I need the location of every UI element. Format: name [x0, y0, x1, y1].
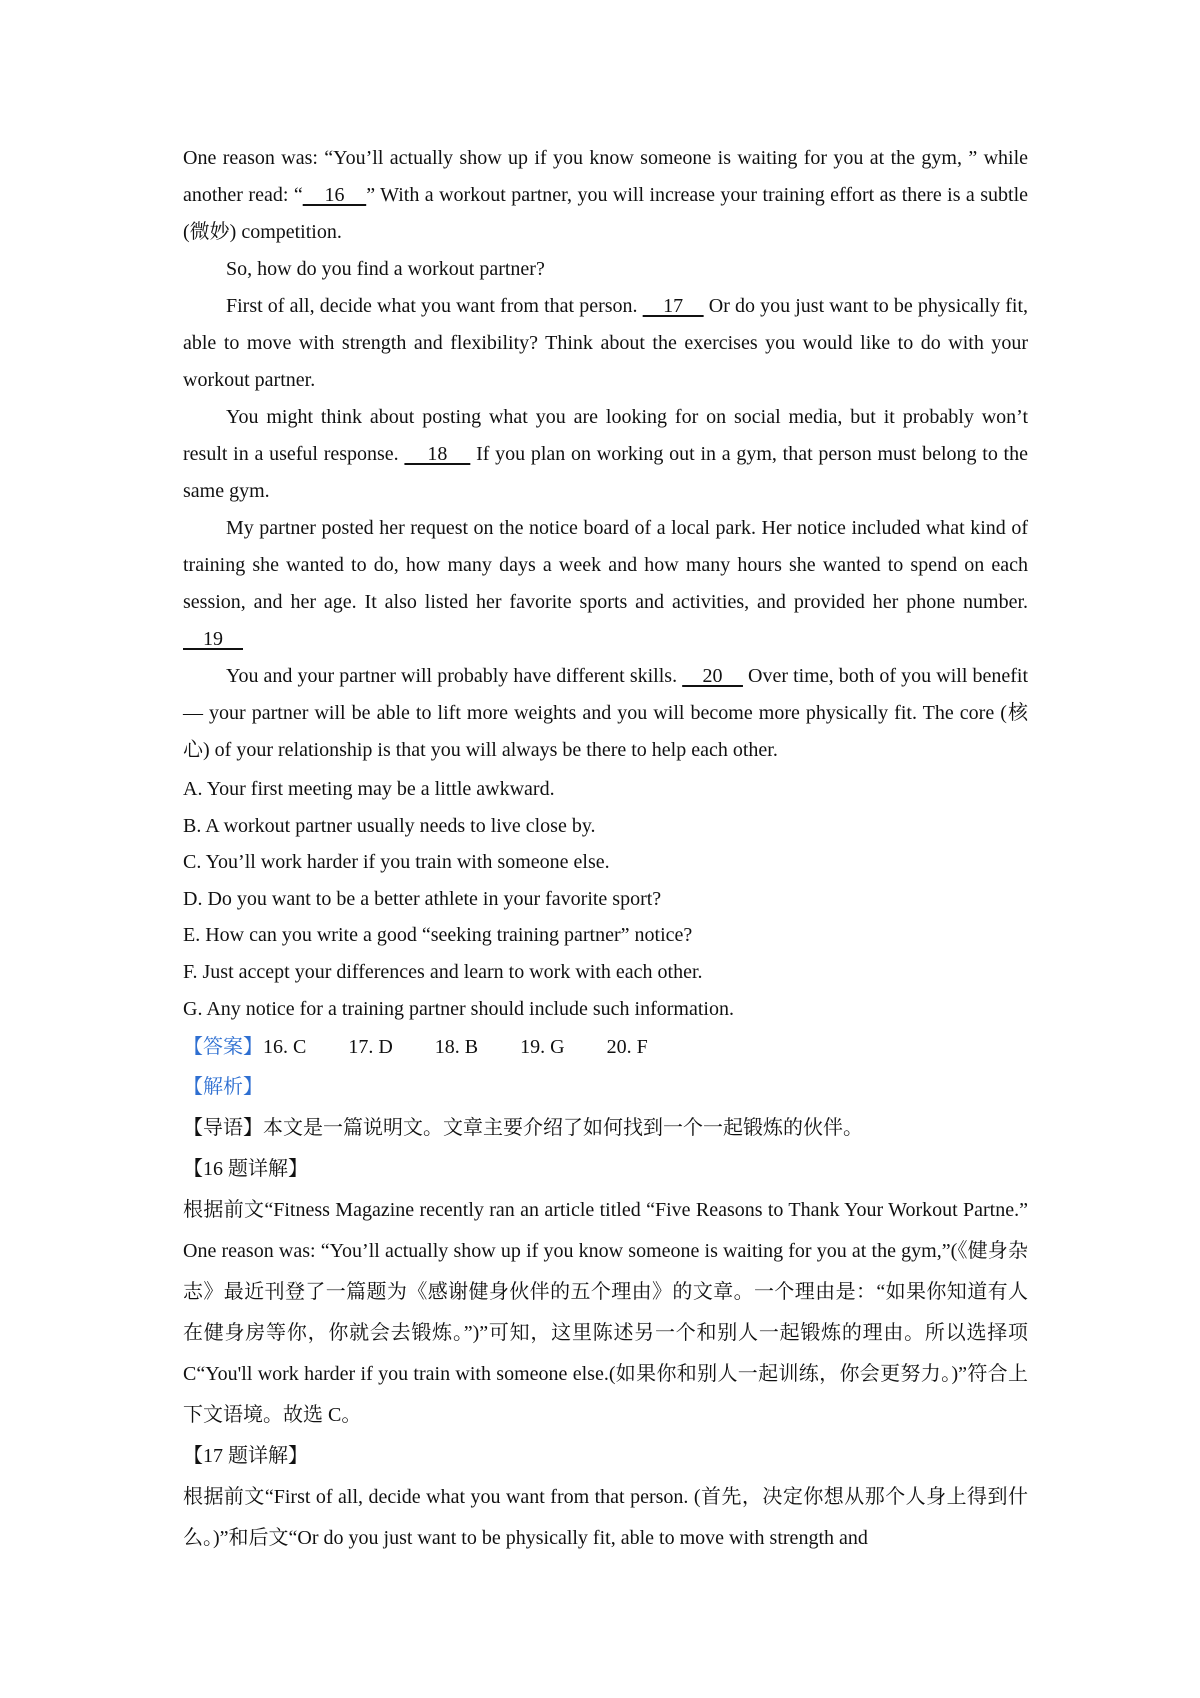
- passage-paragraph-3: [183, 288, 1028, 399]
- passage-paragraph-4: [183, 399, 1028, 510]
- passage-paragraph-6: [183, 658, 1028, 769]
- q16-explanation: 根据前文“Fitness Magazine recently ran an article titled “Five Reasons to Thank Your Workout Partne.” One reason was: “You’ll actually show up if you know someone is waiting for you at the gym,”(《健身杂志》最近刊登了一篇题为《感谢健身伙伴的五个理由》的文章。一个理由是：“如果你知道有人在健身房等你，你就会去锻炼。”)”可知，这里陈述另一个和别人一起锻炼的理由。所以选择项 C“You'll work harder if you train with someone else.(如果你和别人一起训练，你会更努力。)”符合上下文语境。故选 C。: [183, 1199, 1028, 1427]
- passage-paragraph-1: [183, 140, 1028, 251]
- answer-item: 19. G: [520, 1036, 565, 1059]
- passage-text: If you plan on working out in a gym, that person must belong to the same gym.: [183, 443, 1028, 502]
- q17-explanation: 根据前文“First of all, decide what you want from that person. (首先，决定你想从那个人身上得到什么。)”和后文“Or do you just want to be physically fit, able to move with strength and: [183, 1486, 1028, 1550]
- answer-item: 16. C: [263, 1036, 307, 1059]
- passage-text: You and your partner will probably have different skills.: [226, 665, 683, 687]
- answer-item: 18. B: [434, 1036, 479, 1059]
- blank-16: 16: [302, 184, 367, 206]
- passage-text: Or do you just want to be physically fit, able to move with strength and flexibility? Think about the exercises you would like to do with your workout partner.: [183, 295, 1029, 391]
- q17-heading: 【17 题详解】: [183, 1445, 308, 1468]
- answer-label: 【答案】: [183, 1036, 263, 1059]
- option-c: C. You’ll work harder if you train with someone else.: [183, 851, 610, 874]
- analysis-label: 【解析】: [183, 1076, 263, 1099]
- analysis-intro: 【导语】本文是一篇说明文。文章主要介绍了如何找到一个一起锻炼的伙伴。: [183, 1117, 863, 1140]
- passage-text: My partner posted her request on the notice board of a local park. Her notice included what kind of training she wanted to do, how many days a week and how many hours she wanted to spend on each session, and her age. It also listed her favorite sports and activities, and provided her phone number.: [183, 517, 1028, 613]
- q16-heading: 【16 题详解】: [183, 1158, 308, 1181]
- option-d: D. Do you want to be a better athlete in your favorite sport?: [183, 887, 662, 910]
- passage-text: ” With a workout partner, you will increase your training effort as there is a subtle (微妙) competition.: [183, 184, 1028, 243]
- blank-18: 18: [404, 443, 471, 465]
- document-page: [183, 140, 1028, 1559]
- option-a: A. Your first meeting may be a little awkward.: [183, 778, 555, 800]
- passage-paragraph-2: So, how do you find a workout partner?: [226, 258, 545, 280]
- passage-text: Over time, both of you will benefit — your partner will be able to lift more weights and you will become more physically fit. The core (核心) of your relationship is that you will always be there to help each other.: [183, 665, 1029, 761]
- answer-item: 20. F: [606, 1036, 648, 1059]
- passage-paragraph-5: [183, 510, 1028, 658]
- passage-text: You might think about posting what you are looking for on social media, but it probably won’t result in a useful response.: [183, 406, 1028, 465]
- option-g: G. Any notice for a training partner should include such information.: [183, 997, 734, 1020]
- blank-20: 20: [682, 665, 743, 687]
- answer-item: 17. D: [348, 1036, 393, 1059]
- blank-19: 19: [183, 628, 243, 650]
- option-b: B. A workout partner usually needs to live close by.: [183, 814, 596, 837]
- options-list: [183, 771, 1028, 1027]
- answer-line: [183, 1027, 1028, 1067]
- option-e: E. How can you write a good “seeking training partner” notice?: [183, 924, 693, 947]
- passage-text: One reason was: “You’ll actually show up if you know someone is waiting for you at the gym, ” while another read: “: [183, 147, 1028, 206]
- option-f: F. Just accept your differences and learn to work with each other.: [183, 960, 703, 983]
- blank-17: 17: [642, 295, 704, 317]
- passage-text: First of all, decide what you want from that person.: [226, 295, 643, 317]
